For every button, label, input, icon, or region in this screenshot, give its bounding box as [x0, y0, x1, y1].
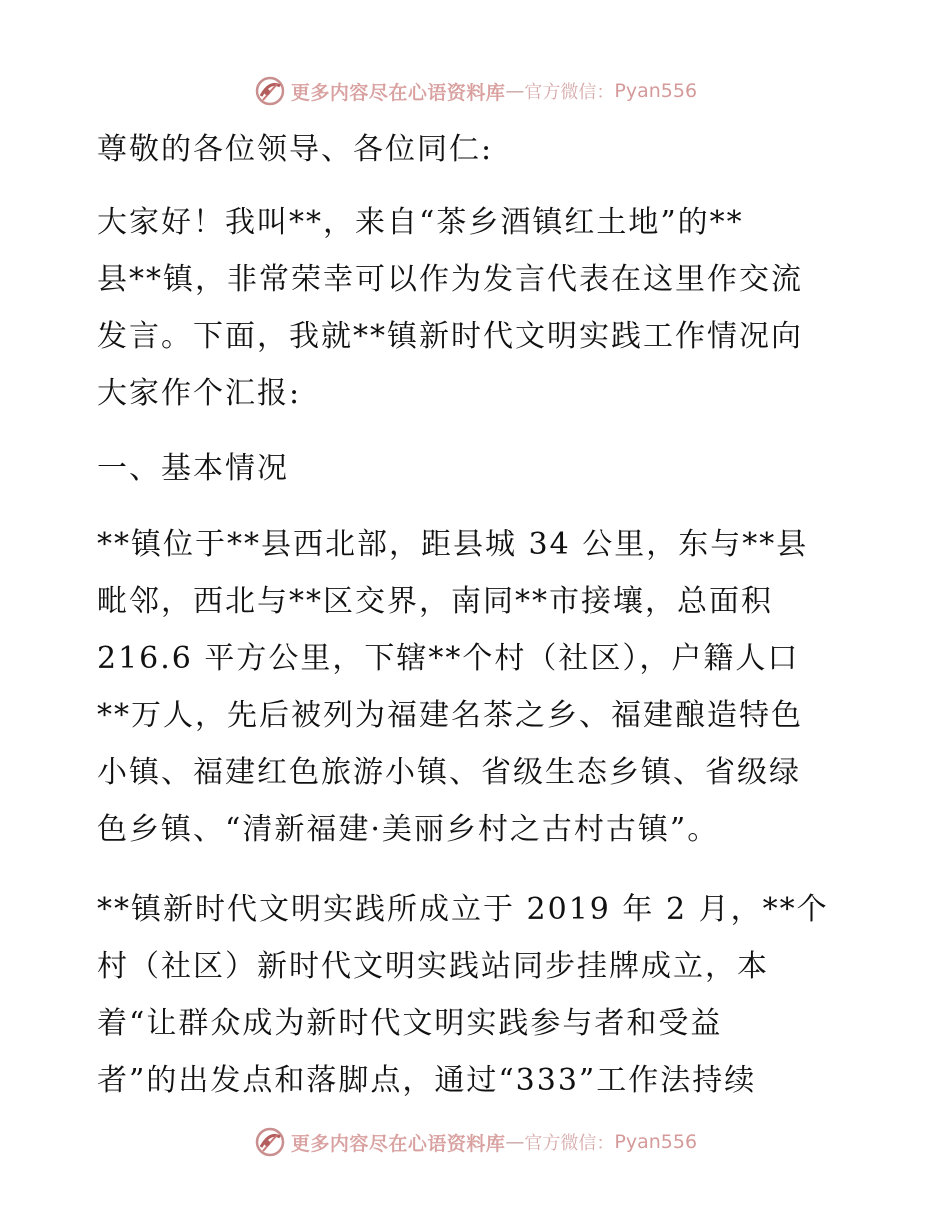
watermark-main-text: 更多内容尽在心语资料库 [290, 81, 506, 104]
watermark-sub-text: 官方微信： [524, 1133, 615, 1154]
text-line: 着“让群众成为新时代文明实践参与者和受益 [97, 1006, 723, 1041]
library-logo-icon [253, 1125, 287, 1159]
text-line: **镇新时代文明实践所成立于 2019 年 2 月，**个 [97, 892, 829, 927]
text-line: 尊敬的各位领导、各位同仁: [97, 132, 494, 167]
watermark-main-text: 更多内容尽在心语资料库 [290, 1132, 506, 1155]
header-watermark [0, 71, 950, 111]
text-line: 县**镇，非常荣幸可以作为发言代表在这里作交流 [97, 262, 803, 297]
text-line: 色乡镇、“清新福建·美丽乡村之古村古镇”。 [97, 812, 720, 847]
text-line: 大家作个汇报: [97, 376, 302, 411]
watermark-sub-text: 官方微信： [524, 82, 615, 103]
text-line: 毗邻，西北与**区交界，南同**市接壤，总面积 [97, 584, 773, 619]
text-line: 小镇、福建红色旅游小镇、省级生态乡镇、省级绿 [97, 755, 801, 790]
text-line: **万人，先后被列为福建名茶之乡、福建酿造特色 [97, 698, 803, 733]
section-heading: 一、基本情况 [97, 451, 289, 486]
text-line: 发言。下面，我就**镇新时代文明实践工作情况向 [97, 319, 803, 354]
text-line: **镇位于**县西北部，距县城 34 公里，东与**县 [97, 527, 809, 562]
library-logo-icon [253, 74, 287, 108]
footer-watermark [0, 1122, 950, 1162]
text-line: 大家好！我叫**，来自“茶乡酒镇红土地”的** [97, 205, 744, 240]
text-line: 216.6 平方公里，下辖**个村（社区），户籍人口 [97, 641, 800, 676]
text-line: 村（社区）新时代文明实践站同步挂牌成立，本 [97, 949, 769, 984]
text-line: 者”的出发点和落脚点，通过“333”工作法持续 [97, 1063, 757, 1098]
watermark-wechat-id: Pyan556 [614, 80, 698, 102]
watermark-wechat-id: Pyan556 [614, 1131, 698, 1153]
watermark-dash: — [505, 80, 525, 102]
watermark-dash: — [505, 1131, 525, 1153]
